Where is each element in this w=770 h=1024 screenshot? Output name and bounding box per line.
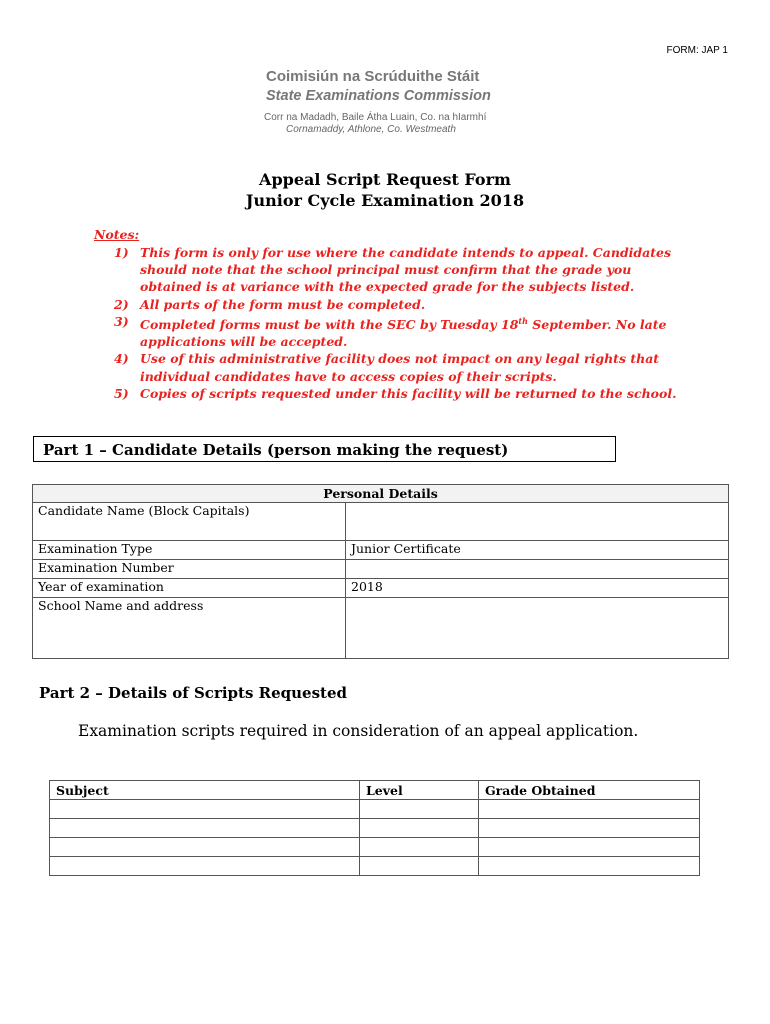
table-row (50, 838, 700, 857)
scripts-intro: Examination scripts required in consideration of an appeal application. (78, 722, 639, 740)
note-item (114, 385, 684, 402)
grade-cell[interactable] (479, 857, 700, 876)
sec-logo (262, 68, 502, 138)
subject-cell[interactable] (50, 838, 360, 857)
logo-english-address: Cornamaddy, Athlone, Co. Westmeath (286, 124, 456, 135)
notes-list (114, 244, 684, 402)
exam-year-field[interactable]: 2018 (346, 579, 729, 598)
table-row (50, 819, 700, 838)
note-item (114, 244, 684, 296)
note-text: Use of this administrative facility does not impact on any legal rights that individual candidates have to access copies of their scripts. (140, 351, 660, 384)
exam-year-label: Year of examination (33, 579, 346, 598)
level-cell[interactable] (360, 800, 479, 819)
exam-type-field[interactable]: Junior Certificate (346, 541, 729, 560)
logo-english-name: State Examinations Commission (266, 88, 491, 104)
note-text: This form is only for use where the candidate intends to appeal. Candidates should note that the school principal must confirm that the grade you obtained is at variance with the expected grade for the subjects listed. (140, 245, 672, 295)
school-address-label: School Name and address (33, 598, 346, 659)
note-text: Copies of scripts requested under this facility will be returned to the school. (140, 385, 677, 401)
part1-heading-box (33, 436, 616, 462)
note-superscript: th (518, 315, 528, 326)
note-item (114, 350, 684, 384)
school-address-field[interactable] (346, 598, 729, 659)
note-number: 2) (114, 296, 129, 312)
subject-cell[interactable] (50, 800, 360, 819)
note-text (140, 317, 666, 349)
subject-cell[interactable] (50, 819, 360, 838)
personal-details-heading: Personal Details (33, 485, 729, 503)
exam-number-field[interactable] (346, 560, 729, 579)
candidate-name-label: Candidate Name (Block Capitals) (33, 503, 346, 541)
note-text-before: Completed forms must be with the SEC by Tuesday 18 (140, 316, 519, 332)
level-column-header: Level (360, 781, 479, 800)
personal-details-table (32, 484, 729, 659)
level-cell[interactable] (360, 838, 479, 857)
candidate-name-field[interactable] (346, 503, 729, 541)
note-number: 4) (114, 351, 129, 367)
note-number: 1) (114, 245, 129, 260)
form-code: FORM: JAP 1 (666, 45, 728, 56)
part1-title: Part 1 – Candidate Details (person making the request) (43, 441, 509, 459)
grade-cell[interactable] (479, 838, 700, 857)
level-cell[interactable] (360, 857, 479, 876)
grade-column-header: Grade Obtained (479, 781, 700, 800)
subject-cell[interactable] (50, 857, 360, 876)
note-item (114, 296, 684, 313)
note-number: 5) (114, 385, 129, 401)
note-item (114, 313, 684, 351)
grade-cell[interactable] (479, 800, 700, 819)
notes-heading: Notes: (94, 227, 140, 242)
logo-irish-address: Corr na Madadh, Baile Átha Luain, Co. na hIarmhí (264, 112, 487, 123)
form-title: Appeal Script Request Form (259, 170, 511, 189)
part2-title: Part 2 – Details of Scripts Requested (39, 684, 347, 702)
logo-irish-name: Coimisiún na Scrúduithe Stáit (266, 68, 480, 85)
note-text-after: September. No late applications will be accepted. (140, 316, 667, 350)
subject-column-header: Subject (50, 781, 360, 800)
level-cell[interactable] (360, 819, 479, 838)
note-text: All parts of the form must be completed. (140, 296, 426, 312)
note-number: 3) (114, 313, 129, 329)
grade-cell[interactable] (479, 819, 700, 838)
table-row (50, 800, 700, 819)
table-row (50, 857, 700, 876)
exam-type-label: Examination Type (33, 541, 346, 560)
scripts-table (49, 780, 700, 876)
form-subtitle: Junior Cycle Examination 2018 (245, 191, 525, 210)
exam-number-label: Examination Number (33, 560, 346, 579)
